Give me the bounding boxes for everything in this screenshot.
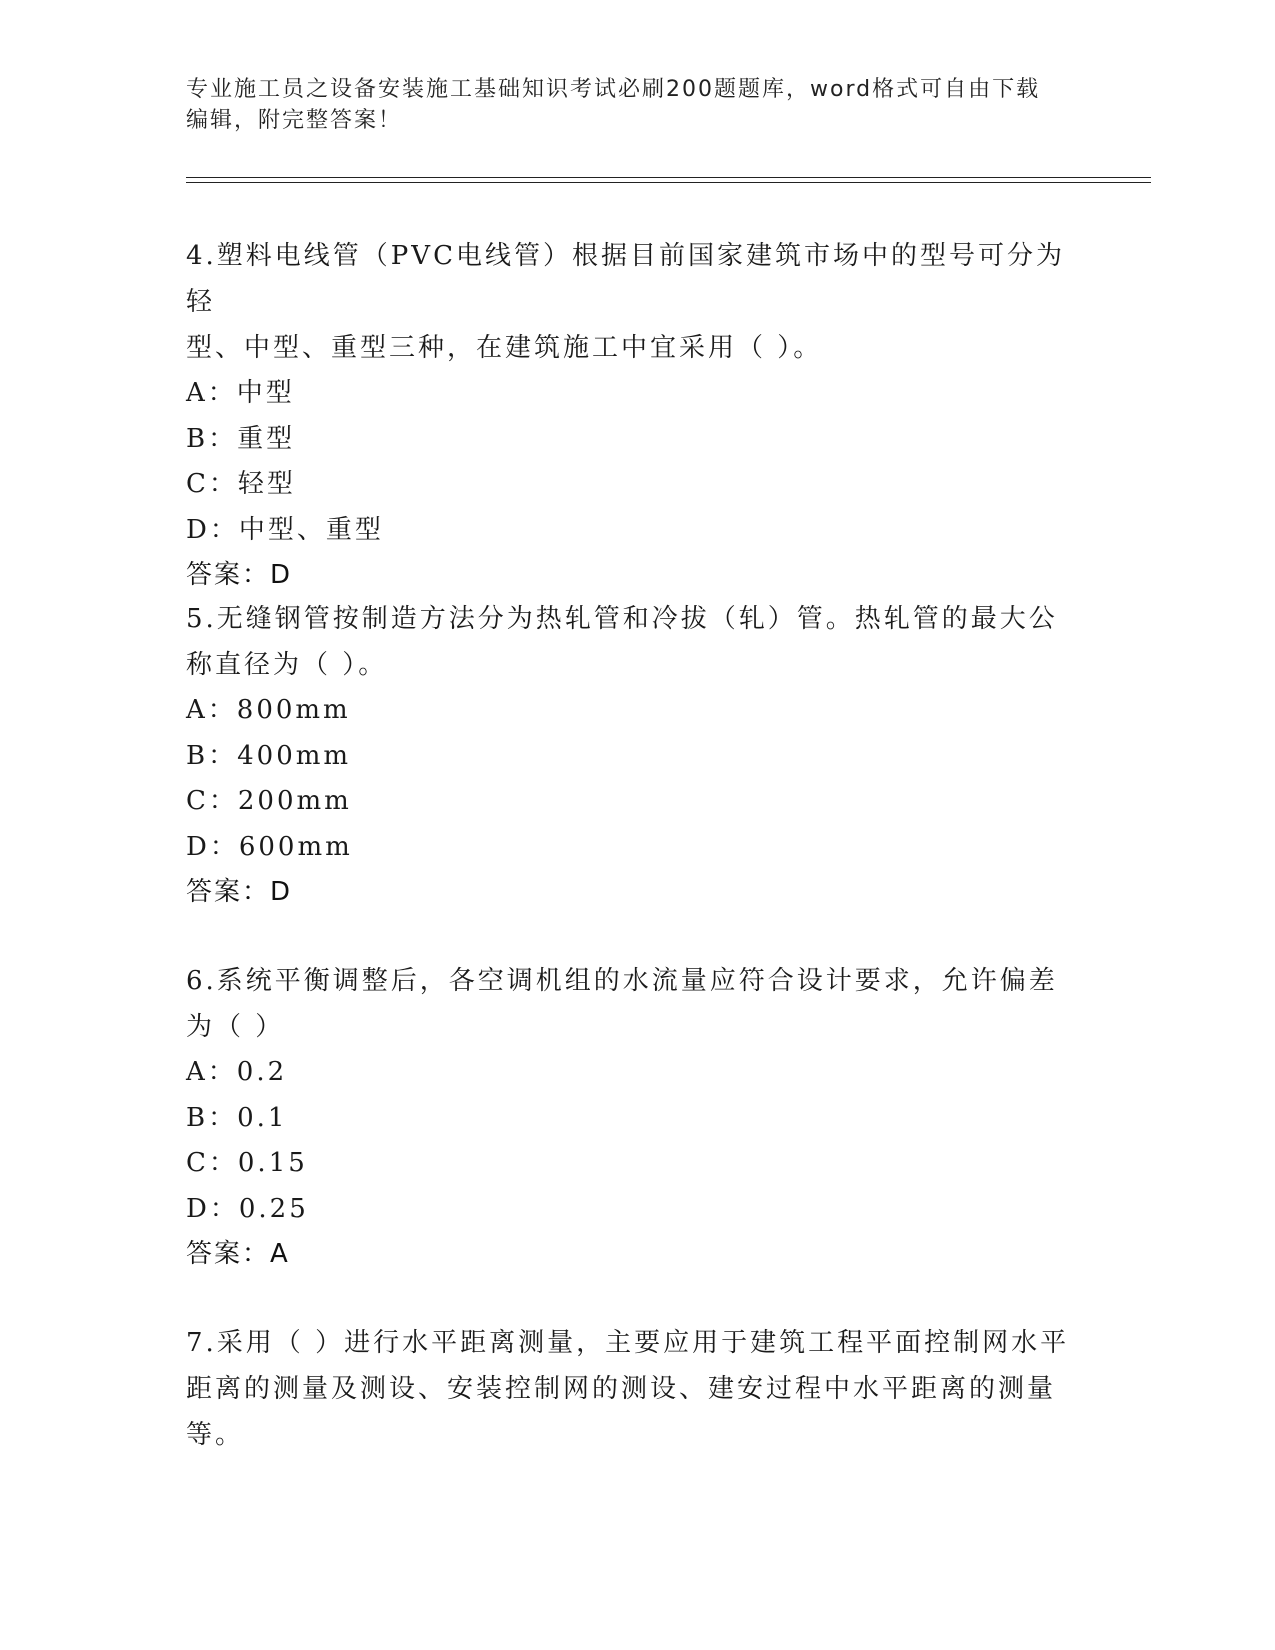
- document-header: [186, 74, 1066, 136]
- question-stem-line: 7.采用（ ）进行水平距离测量，主要应用于建筑工程平面控制网水平: [186, 1328, 1070, 1358]
- option-a: A：中型: [186, 378, 295, 408]
- question-stem-line: 等。: [186, 1420, 245, 1450]
- option-c: C：轻型: [186, 469, 296, 499]
- header-line-2: 编辑，附完整答案！: [186, 108, 403, 133]
- question-4: [186, 233, 1086, 599]
- header-divider-top: [186, 177, 1151, 178]
- option-a: A：800mm: [186, 695, 351, 725]
- answer-line: 答案：D: [186, 877, 293, 907]
- question-stem-line: 型、中型、重型三种，在建筑施工中宜采用（ ）。: [186, 333, 823, 363]
- header-divider-bottom: [186, 182, 1151, 183]
- question-stem-line: 称直径为（ ）。: [186, 650, 388, 680]
- option-a: A：0.2: [186, 1057, 288, 1087]
- option-d: D：中型、重型: [186, 514, 384, 545]
- option-b: B：重型: [186, 423, 296, 454]
- question-5: [186, 596, 1086, 916]
- answer-line: 答案：D: [186, 560, 293, 590]
- question-stem-line: 5.无缝钢管按制造方法分为热轧管和冷拔（轧）管。热轧管的最大公: [186, 604, 1058, 634]
- option-d: D：600mm: [186, 831, 353, 862]
- option-c: C：200mm: [186, 786, 352, 816]
- header-line-1: 专业施工员之设备安装施工基础知识考试必刷200题题库，word格式可自由下载: [186, 77, 1041, 102]
- question-stem-line: 为（ ）: [186, 1012, 285, 1042]
- option-b: B：400mm: [186, 740, 352, 771]
- question-stem-line: 距离的测量及测设、安装控制网的测设、建安过程中水平距离的测量: [186, 1374, 1057, 1404]
- option-c: C：0.15: [186, 1148, 308, 1178]
- question-stem-line: 6.系统平衡调整后，各空调机组的水流量应符合设计要求，允许偏差: [186, 966, 1058, 996]
- answer-line: 答案：A: [186, 1239, 290, 1269]
- question-7: [186, 1320, 1086, 1458]
- option-b: B：0.1: [186, 1102, 288, 1133]
- option-d: D：0.25: [186, 1193, 309, 1224]
- question-6: [186, 958, 1086, 1278]
- question-stem-line: 4.塑料电线管（PVC电线管）根据目前国家建筑市场中的型号可分为轻: [186, 241, 1065, 317]
